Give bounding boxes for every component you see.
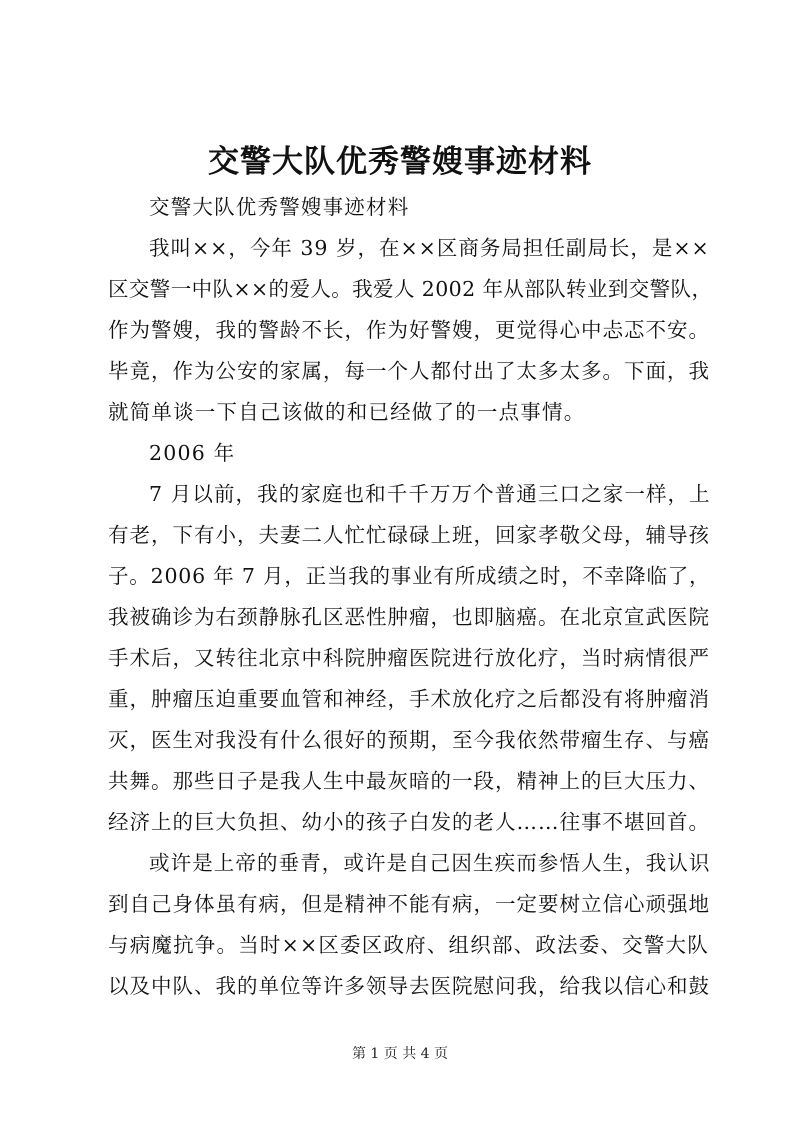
body-line: 7 月以前，我的家庭也和千千万万个普通三口之家一样，上 bbox=[149, 482, 711, 506]
body-line: 共舞。那些日子是我人生中最灰暗的一段，精神上的巨大压力、 bbox=[108, 769, 710, 793]
document-body bbox=[108, 187, 712, 1007]
body-line: 有老，下有小，夫妻二人忙忙碌碌上班，回家孝敬父母，辅导孩 bbox=[108, 523, 710, 547]
body-line: 经济上的巨大负担、幼小的孩子白发的老人……往事不堪回首。 bbox=[108, 810, 710, 834]
body-line: 子。2006 年 7 月，正当我的事业有所成绩之时，不幸降临了， bbox=[108, 564, 711, 588]
body-line: 与病魔抗争。当时××区委区政府、组织部、政法委、交警大队 bbox=[108, 933, 709, 957]
body-line: 我被确诊为右颈静脉孔区恶性肿瘤，也即脑癌。在北京宣武医院 bbox=[108, 605, 710, 629]
body-line: 或许是上帝的垂青，或许是自己因生疾而参悟人生，我认识 bbox=[149, 851, 711, 875]
body-line: 到自己身体虽有病，但是精神不能有病，一定要树立信心顽强地 bbox=[108, 892, 710, 916]
body-line: 灭，医生对我没有什么很好的预期，至今我依然带瘤生存、与癌 bbox=[108, 728, 710, 752]
page-footer: 第 1 页 共 4 页 bbox=[351, 1046, 449, 1062]
body-line: 毕竟，作为公安的家属，每一个人都付出了太多太多。下面，我 bbox=[108, 359, 710, 383]
body-line: 以及中队、我的单位等许多领导去医院慰问我，给我以信心和鼓 bbox=[108, 974, 710, 998]
body-line: 2006 年 bbox=[149, 441, 236, 465]
body-line: 交警大队优秀警嫂事迹材料 bbox=[149, 195, 410, 219]
body-line: 就简单谈一下自己该做的和已经做了的一点事情。 bbox=[108, 400, 586, 424]
body-line: 区交警一中队××的爱人。我爱人 2002 年从部队转业到交警队， bbox=[108, 277, 713, 301]
document-title: 交警大队优秀警嫂事迹材料 bbox=[208, 144, 592, 180]
body-line: 重，肿瘤压迫重要血管和神经，手术放化疗之后都没有将肿瘤消 bbox=[108, 687, 710, 711]
body-line: 我叫××，今年 39 岁，在××区商务局担任副局长，是×× bbox=[149, 236, 710, 260]
body-line: 作为警嫂，我的警龄不长，作为好警嫂，更觉得心中忐忑不安。 bbox=[108, 318, 710, 342]
body-line: 手术后，又转往北京中科院肿瘤医院进行放化疗，当时病情很严 bbox=[108, 646, 710, 670]
